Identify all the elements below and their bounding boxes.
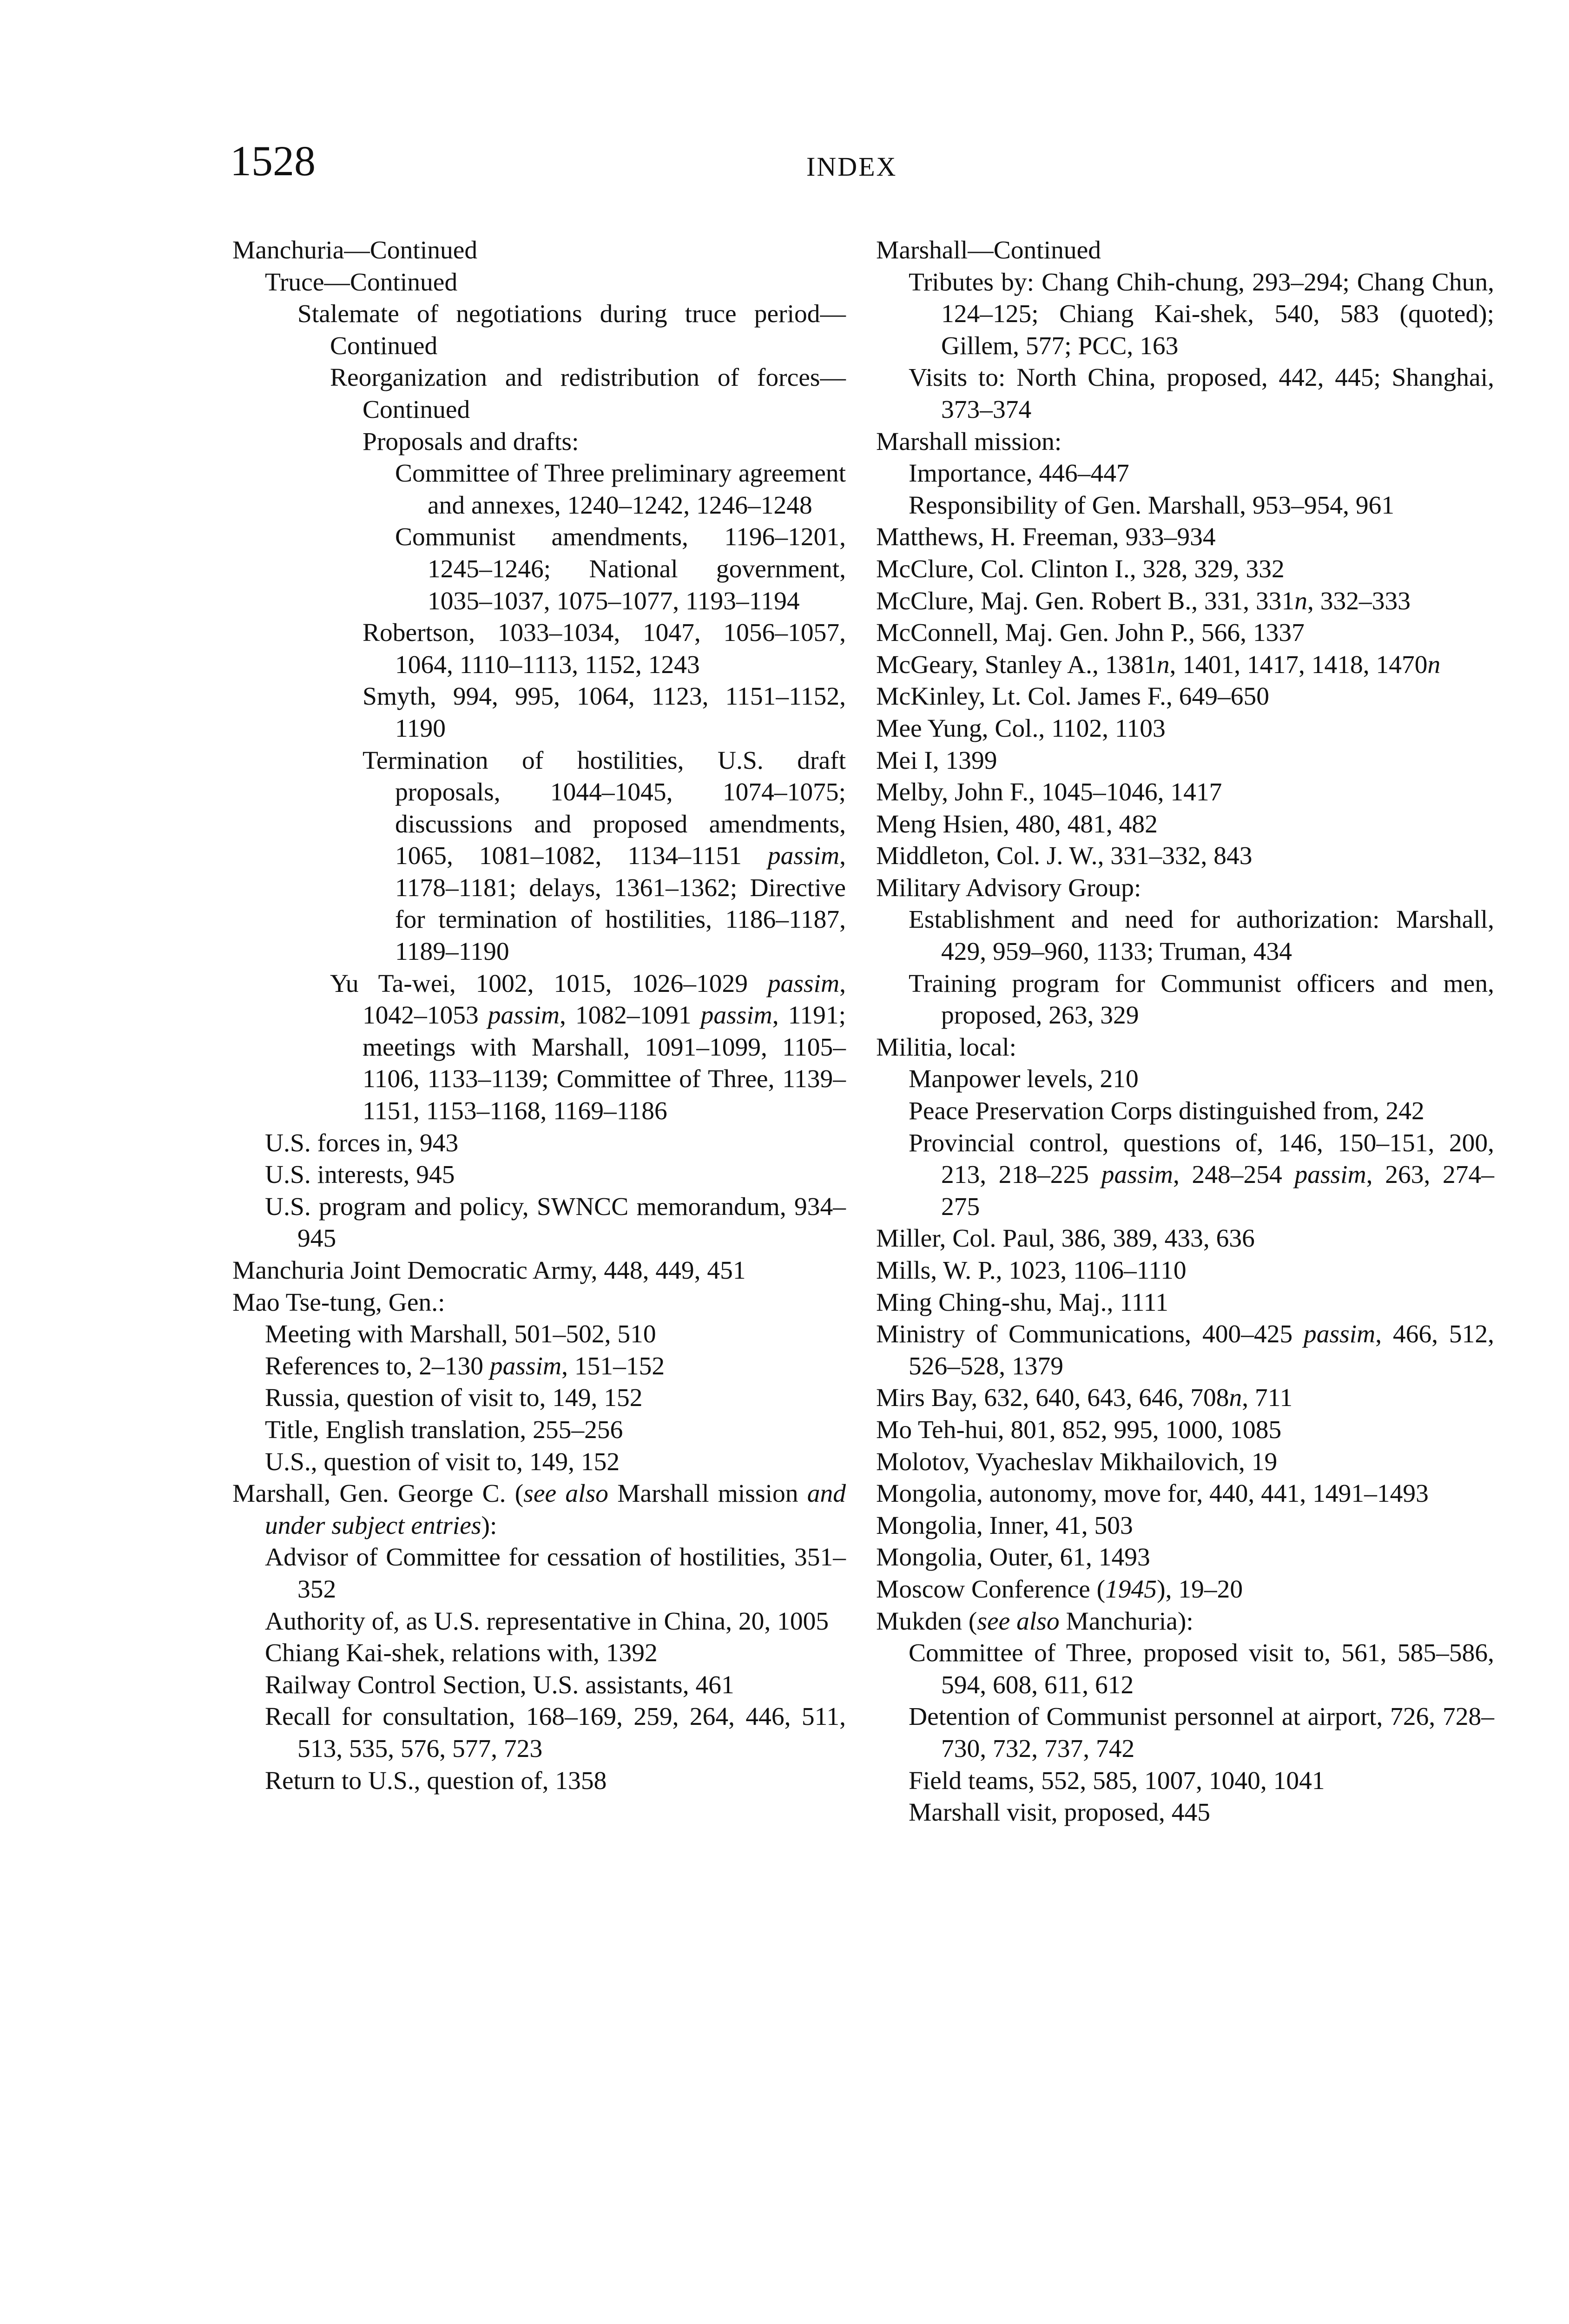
index-entry: McConnell, Maj. Gen. John P., 566, 1337: [876, 619, 1305, 647]
index-entry: Reorganization and redistribution of forces—Continued: [330, 363, 846, 424]
index-entry: Russia, question of visit to, 149, 152: [265, 1384, 643, 1413]
index-entry: Mongolia, Outer, 61, 1493: [876, 1543, 1150, 1572]
index-entry: Mao Tse-tung, Gen.:: [232, 1288, 445, 1317]
index-entry: Mirs Bay, 632, 640, 643, 646, 708n, 711: [876, 1384, 1293, 1413]
index-entry: Smyth, 994, 995, 1064, 1123, 1151–1152, 1190: [363, 682, 846, 743]
index-entry: Stalemate of negotiations during truce period—Continued: [297, 300, 846, 360]
index-entry: McKinley, Lt. Col. James F., 649–650: [876, 682, 1269, 711]
index-entry: Marshall mission:: [876, 427, 1062, 456]
index-entry: Committee of Three preliminary agreement and annexes, 1240–1242, 1246–1248: [395, 459, 846, 520]
index-entry: Yu Ta-wei, 1002, 1015, 1026–1029 passim, 1042–1053 passim, 1082–1091 passim, 1191; meetings with Marshall, 1091–1099, 1105–1106, 1133–1139; Committee of Three, 1139–1151, 1153–1168, 1169–1186: [330, 969, 846, 1126]
index-entry: Meeting with Marshall, 501–502, 510: [265, 1320, 656, 1349]
index-entry: Mills, W. P., 1023, 1106–1110: [876, 1256, 1187, 1285]
index-entry: Mongolia, Inner, 41, 503: [876, 1511, 1133, 1540]
index-entry: Provincial control, questions of, 146, 150–151, 200, 213, 218–225 passim, 248–254 passim, 263, 274–275: [909, 1129, 1495, 1221]
index-column-right: [876, 235, 1494, 1829]
index-entry: Detention of Communist personnel at airport, 726, 728–730, 732, 737, 742: [909, 1703, 1494, 1763]
index-entry: Marshall, Gen. George C. (see also Marshall mission and under subject entries):: [232, 1479, 846, 1540]
index-entry: Mee Yung, Col., 1102, 1103: [876, 714, 1166, 743]
index-entry: Training program for Communist officers and men, proposed, 263, 329: [909, 969, 1494, 1030]
index-entry: Chiang Kai-shek, relations with, 1392: [265, 1639, 658, 1668]
index-entry: Marshall—Continued: [876, 236, 1101, 264]
index-column-left: [232, 235, 846, 1797]
index-entry: Ming Ching-shu, Maj., 1111: [876, 1288, 1169, 1317]
index-entry: Ministry of Communications, 400–425 passim, 466, 512, 526–528, 1379: [876, 1320, 1495, 1380]
index-entry: Committee of Three, proposed visit to, 561, 585–586, 594, 608, 611, 612: [909, 1639, 1494, 1699]
index-entry: Tributes by: Chang Chih-chung, 293–294; Chang Chun, 124–125; Chiang Kai-shek, 540, 583 (quoted); Gillem, 577; PCC, 163: [909, 268, 1494, 360]
index-entry: Miller, Col. Paul, 386, 389, 433, 636: [876, 1224, 1255, 1253]
index-entry: Middleton, Col. J. W., 331–332, 843: [876, 842, 1253, 871]
index-entry: U.S. interests, 945: [265, 1161, 455, 1189]
index-entry: McClure, Col. Clinton I., 328, 329, 332: [876, 555, 1285, 583]
index-entry: Moscow Conference (1945), 19–20: [876, 1575, 1243, 1604]
index-entry: Establishment and need for authorization: Marshall, 429, 959–960, 1133; Truman, 434: [909, 905, 1494, 966]
index-entry: Military Advisory Group:: [876, 873, 1141, 902]
index-entry: Return to U.S., question of, 1358: [265, 1766, 607, 1795]
index-entry: Marshall visit, proposed, 445: [909, 1798, 1210, 1827]
page-number: 1528: [230, 137, 316, 185]
index-entry: Advisor of Committee for cessation of hostilities, 351–352: [265, 1543, 846, 1604]
index-entry: U.S. forces in, 943: [265, 1129, 459, 1157]
index-entry: Mongolia, autonomy, move for, 440, 441, 1491–1493: [876, 1479, 1429, 1508]
index-entry: Militia, local:: [876, 1033, 1017, 1062]
index-entry: Title, English translation, 255–256: [265, 1415, 623, 1444]
index-entry: Recall for consultation, 168–169, 259, 264, 446, 511, 513, 535, 576, 577, 723: [265, 1703, 846, 1763]
index-entry: Peace Preservation Corps distinguished from, 242: [909, 1097, 1424, 1126]
index-entry: Importance, 446–447: [909, 459, 1129, 488]
index-entry: Mei I, 1399: [876, 746, 997, 775]
index-entry: Manchuria Joint Democratic Army, 448, 449, 451: [232, 1256, 746, 1285]
index-entry: McGeary, Stanley A., 1381n, 1401, 1417, 1418, 1470n: [876, 650, 1441, 679]
index-entry: Railway Control Section, U.S. assistants, 461: [265, 1670, 734, 1699]
index-entry: Robertson, 1033–1034, 1047, 1056–1057, 1064, 1110–1113, 1152, 1243: [363, 619, 846, 679]
index-entry: U.S., question of visit to, 149, 152: [265, 1447, 620, 1476]
index-entry: Truce—Continued: [265, 268, 458, 297]
index-entry: Matthews, H. Freeman, 933–934: [876, 523, 1216, 552]
index-entry: Mo Teh-hui, 801, 852, 995, 1000, 1085: [876, 1415, 1282, 1444]
index-entry: Molotov, Vyacheslav Mikhailovich, 19: [876, 1447, 1278, 1476]
index-entry: Mukden (see also Manchuria):: [876, 1607, 1193, 1636]
index-entry: Visits to: North China, proposed, 442, 445; Shanghai, 373–374: [909, 363, 1494, 424]
index-entry: McClure, Maj. Gen. Robert B., 331, 331n, 332–333: [876, 587, 1411, 615]
index-entry: Meng Hsien, 480, 481, 482: [876, 810, 1158, 838]
index-entry: Melby, John F., 1045–1046, 1417: [876, 778, 1222, 807]
running-head: INDEX: [806, 152, 897, 182]
index-entry: Manpower levels, 210: [909, 1065, 1139, 1094]
index-entry: Proposals and drafts:: [363, 427, 579, 456]
index-entry: Responsibility of Gen. Marshall, 953–954, 961: [909, 491, 1395, 520]
index-entry: Termination of hostilities, U.S. draft proposals, 1044–1045, 1074–1075; discussions and proposed amendments, 1065, 1081–1082, 1134–1151 passim, 1178–1181; delays, 1361–1362; Directive for termination of hostilities, 1186–1187, 1189–1190: [363, 746, 846, 966]
index-entry: References to, 2–130 passim, 151–152: [265, 1352, 665, 1380]
index-entry: Manchuria—Continued: [232, 236, 478, 264]
index-entry: U.S. program and policy, SWNCC memorandum, 934–945: [265, 1192, 846, 1253]
index-entry: Authority of, as U.S. representative in China, 20, 1005: [265, 1607, 829, 1636]
index-entry: Communist amendments, 1196–1201, 1245–1246; National government, 1035–1037, 1075–1077, 1193–1194: [395, 523, 846, 615]
index-entry: Field teams, 552, 585, 1007, 1040, 1041: [909, 1766, 1325, 1795]
